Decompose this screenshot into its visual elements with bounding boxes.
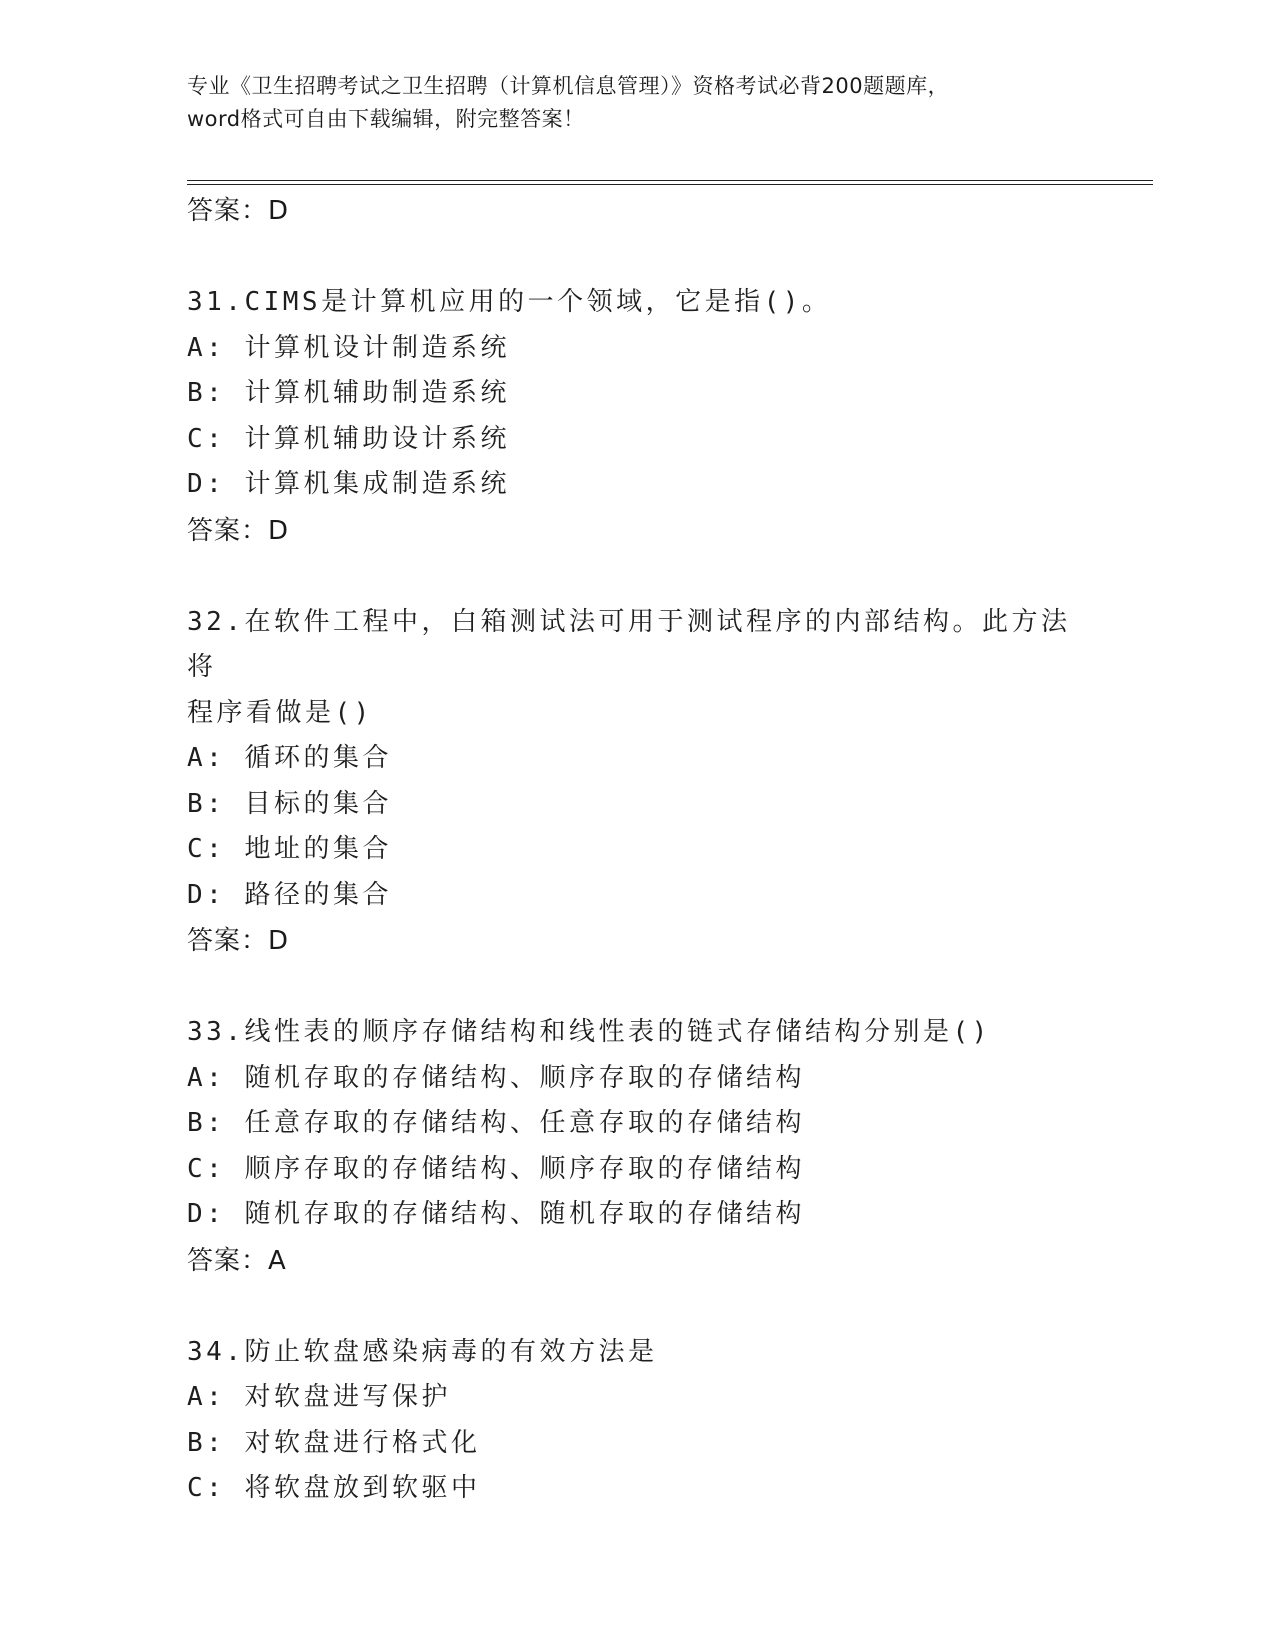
option-d: D: 随机存取的存储结构、随机存取的存储结构 [187,1199,805,1229]
option-a: A: 对软盘进写保护 [187,1382,451,1412]
question-stem-continued: 程序看做是() [187,697,373,728]
answer-line: 答案：D [187,926,290,956]
question-31 [187,280,1087,554]
header-divider [187,180,1153,185]
answer-line: 答案：D [187,196,290,226]
header-title-line-2: word格式可自由下载编辑，附完整答案！ [187,107,585,131]
question-32 [187,600,1087,965]
option-b: B: 目标的集合 [187,788,392,819]
option-c: C: 地址的集合 [187,834,392,864]
question-list [187,188,1087,1512]
option-a: A: 随机存取的存储结构、顺序存取的存储结构 [187,1062,805,1093]
question-stem: 34.防止软盘感染病毒的有效方法是 [187,1336,658,1367]
question-stem: 33.线性表的顺序存储结构和线性表的链式存储结构分别是() [187,1017,991,1047]
option-c: C: 计算机辅助设计系统 [187,423,510,454]
option-d: D: 路径的集合 [187,879,392,910]
option-a: A: 计算机设计制造系统 [187,332,510,363]
answer-line: 答案：D [187,515,290,546]
option-c: C: 顺序存取的存储结构、顺序存取的存储结构 [187,1153,805,1184]
option-c: C: 将软盘放到软驱中 [187,1473,481,1503]
question-stem: 32.在软件工程中，白箱测试法可用于测试程序的内部结构。此方法将 [187,606,1071,682]
document-header [187,70,1087,136]
option-a: A: 循环的集合 [187,743,392,773]
answer-line: 答案：A [187,1245,287,1276]
option-b: B: 对软盘进行格式化 [187,1427,481,1458]
option-b: B: 任意存取的存储结构、任意存取的存储结构 [187,1108,805,1138]
question-33 [187,1010,1087,1284]
header-title-line-1: 专业《卫生招聘考试之卫生招聘（计算机信息管理）》资格考试必背200题题库， [187,74,950,98]
option-d: D: 计算机集成制造系统 [187,469,510,499]
option-b: B: 计算机辅助制造系统 [187,378,510,408]
question-stem: 31.CIMS是计算机应用的一个领域，它是指()。 [187,287,832,317]
question-34 [187,1330,1087,1512]
